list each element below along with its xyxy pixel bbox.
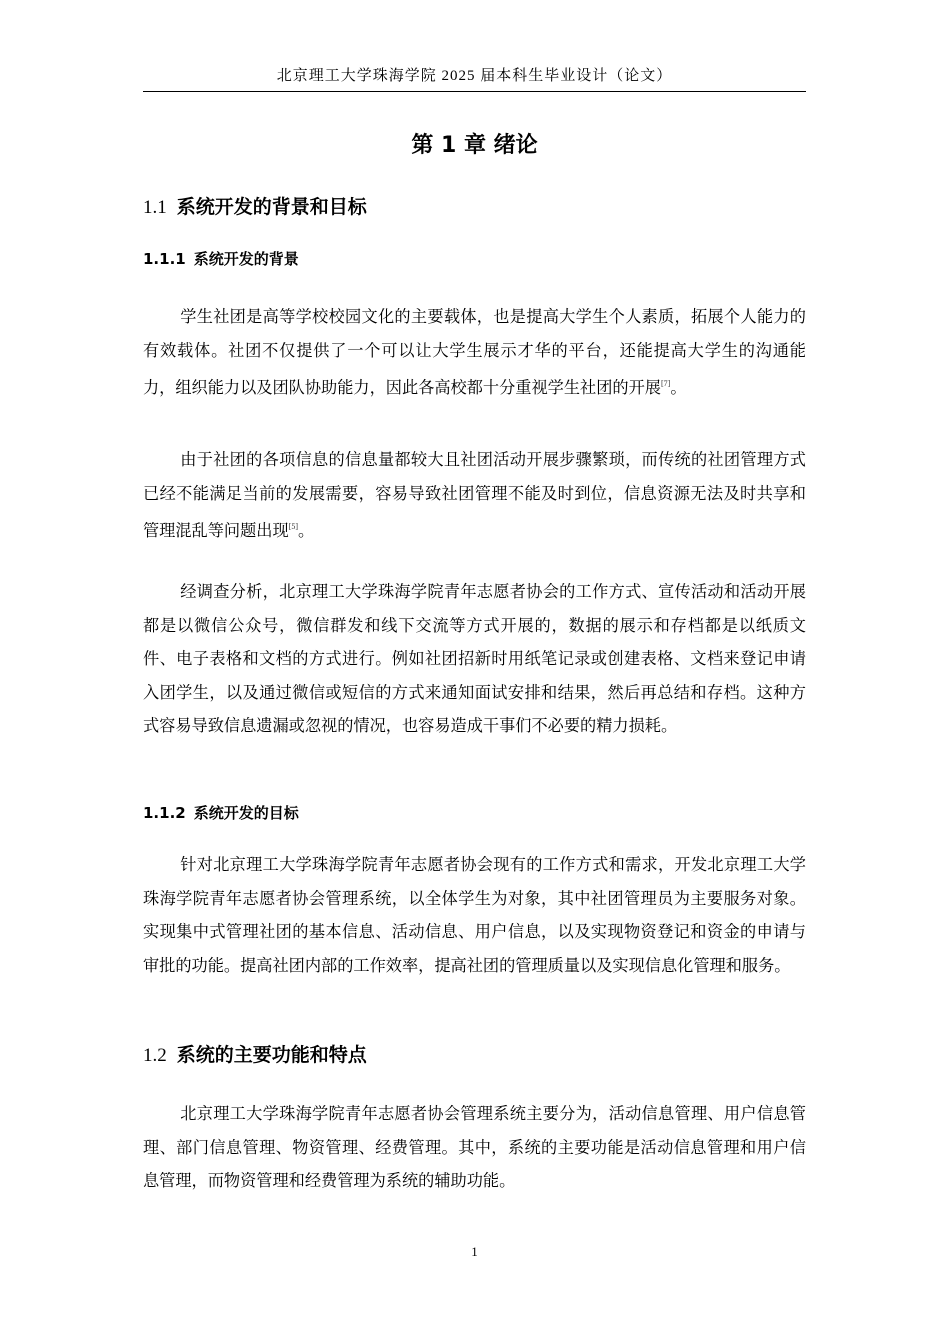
subsection-title: 系统开发的背景: [193, 250, 299, 268]
citation: [7]: [661, 379, 671, 388]
subsection-heading-1-1-1: [143, 248, 299, 269]
subsection-number: 1.1.1: [143, 250, 186, 268]
page-number: 1: [471, 1244, 478, 1259]
subsection-heading-1-1-2: [143, 802, 299, 823]
subsection-number: 1.1.2: [143, 804, 186, 822]
paragraph: [143, 575, 806, 743]
section-heading-1-2: [143, 1040, 367, 1067]
running-header: 北京理工大学珠海学院 2025 届本科生毕业设计（论文）: [276, 68, 673, 84]
section-title: 系统开发的背景和目标: [176, 196, 367, 218]
paragraph: [143, 443, 806, 548]
paragraph-end: 。: [298, 521, 315, 540]
paragraph-text: 针对北京理工大学珠海学院青年志愿者协会现有的工作方式和需求，开发北京理工大学珠海学院青年志愿者协会管理系统，以全体学生为对象，其中社团管理员为主要服务对象。实现集中式管理社团的基本信息、活动信息、用户信息，以及实现物资登记和资金的申请与审批的功能。提高社团内部的工作效率，提高社团的管理质量以及实现信息化管理和服务。: [143, 855, 806, 975]
paragraph-text: 学生社团是高等学校校园文化的主要载体，也是提高大学生个人素质，拓展个人能力的有效载体。社团不仅提供了一个可以让大学生展示才华的平台，还能提高大学生的沟通能力，组织能力以及团队协助能力，因此各高校都十分重视学生社团的开展: [143, 307, 806, 397]
paragraph-text: 由于社团的各项信息的信息量都较大且社团活动开展步骤繁琐，而传统的社团管理方式已经不能满足当前的发展需要，容易导致社团管理不能及时到位，信息资源无法及时共享和管理混乱等问题出现: [143, 450, 806, 540]
header-rule: [143, 91, 806, 92]
paragraph: [143, 848, 806, 982]
paragraph: [143, 1097, 806, 1198]
paragraph: [143, 300, 806, 405]
chapter-title: 第 1 章 绪论: [411, 133, 538, 158]
section-number: 1.2: [143, 1045, 167, 1066]
paragraph-text: 北京理工大学珠海学院青年志愿者协会管理系统主要分为，活动信息管理、用户信息管理、部门信息管理、物资管理、经费管理。其中，系统的主要功能是活动信息管理和用户信息管理，而物资管理和经费管理为系统的辅助功能。: [143, 1104, 806, 1190]
citation: [5]: [288, 522, 299, 531]
paragraph-end: 。: [670, 378, 687, 397]
section-heading-1-1: [143, 192, 367, 219]
section-title: 系统的主要功能和特点: [176, 1044, 367, 1066]
subsection-title: 系统开发的目标: [193, 804, 299, 822]
section-number: 1.1: [143, 197, 167, 218]
paragraph-text: 经调查分析，北京理工大学珠海学院青年志愿者协会的工作方式、宣传活动和活动开展都是以微信公众号，微信群发和线下交流等方式开展的，数据的展示和存档都是以纸质文件、电子表格和文档的方式进行。例如社团招新时用纸笔记录或创建表格、文档来登记申请入团学生，以及通过微信或短信的方式来通知面试安排和结果，然后再总结和存档。这种方式容易导致信息遗漏或忽视的情况，也容易造成干事们不必要的精力损耗。: [143, 582, 806, 735]
